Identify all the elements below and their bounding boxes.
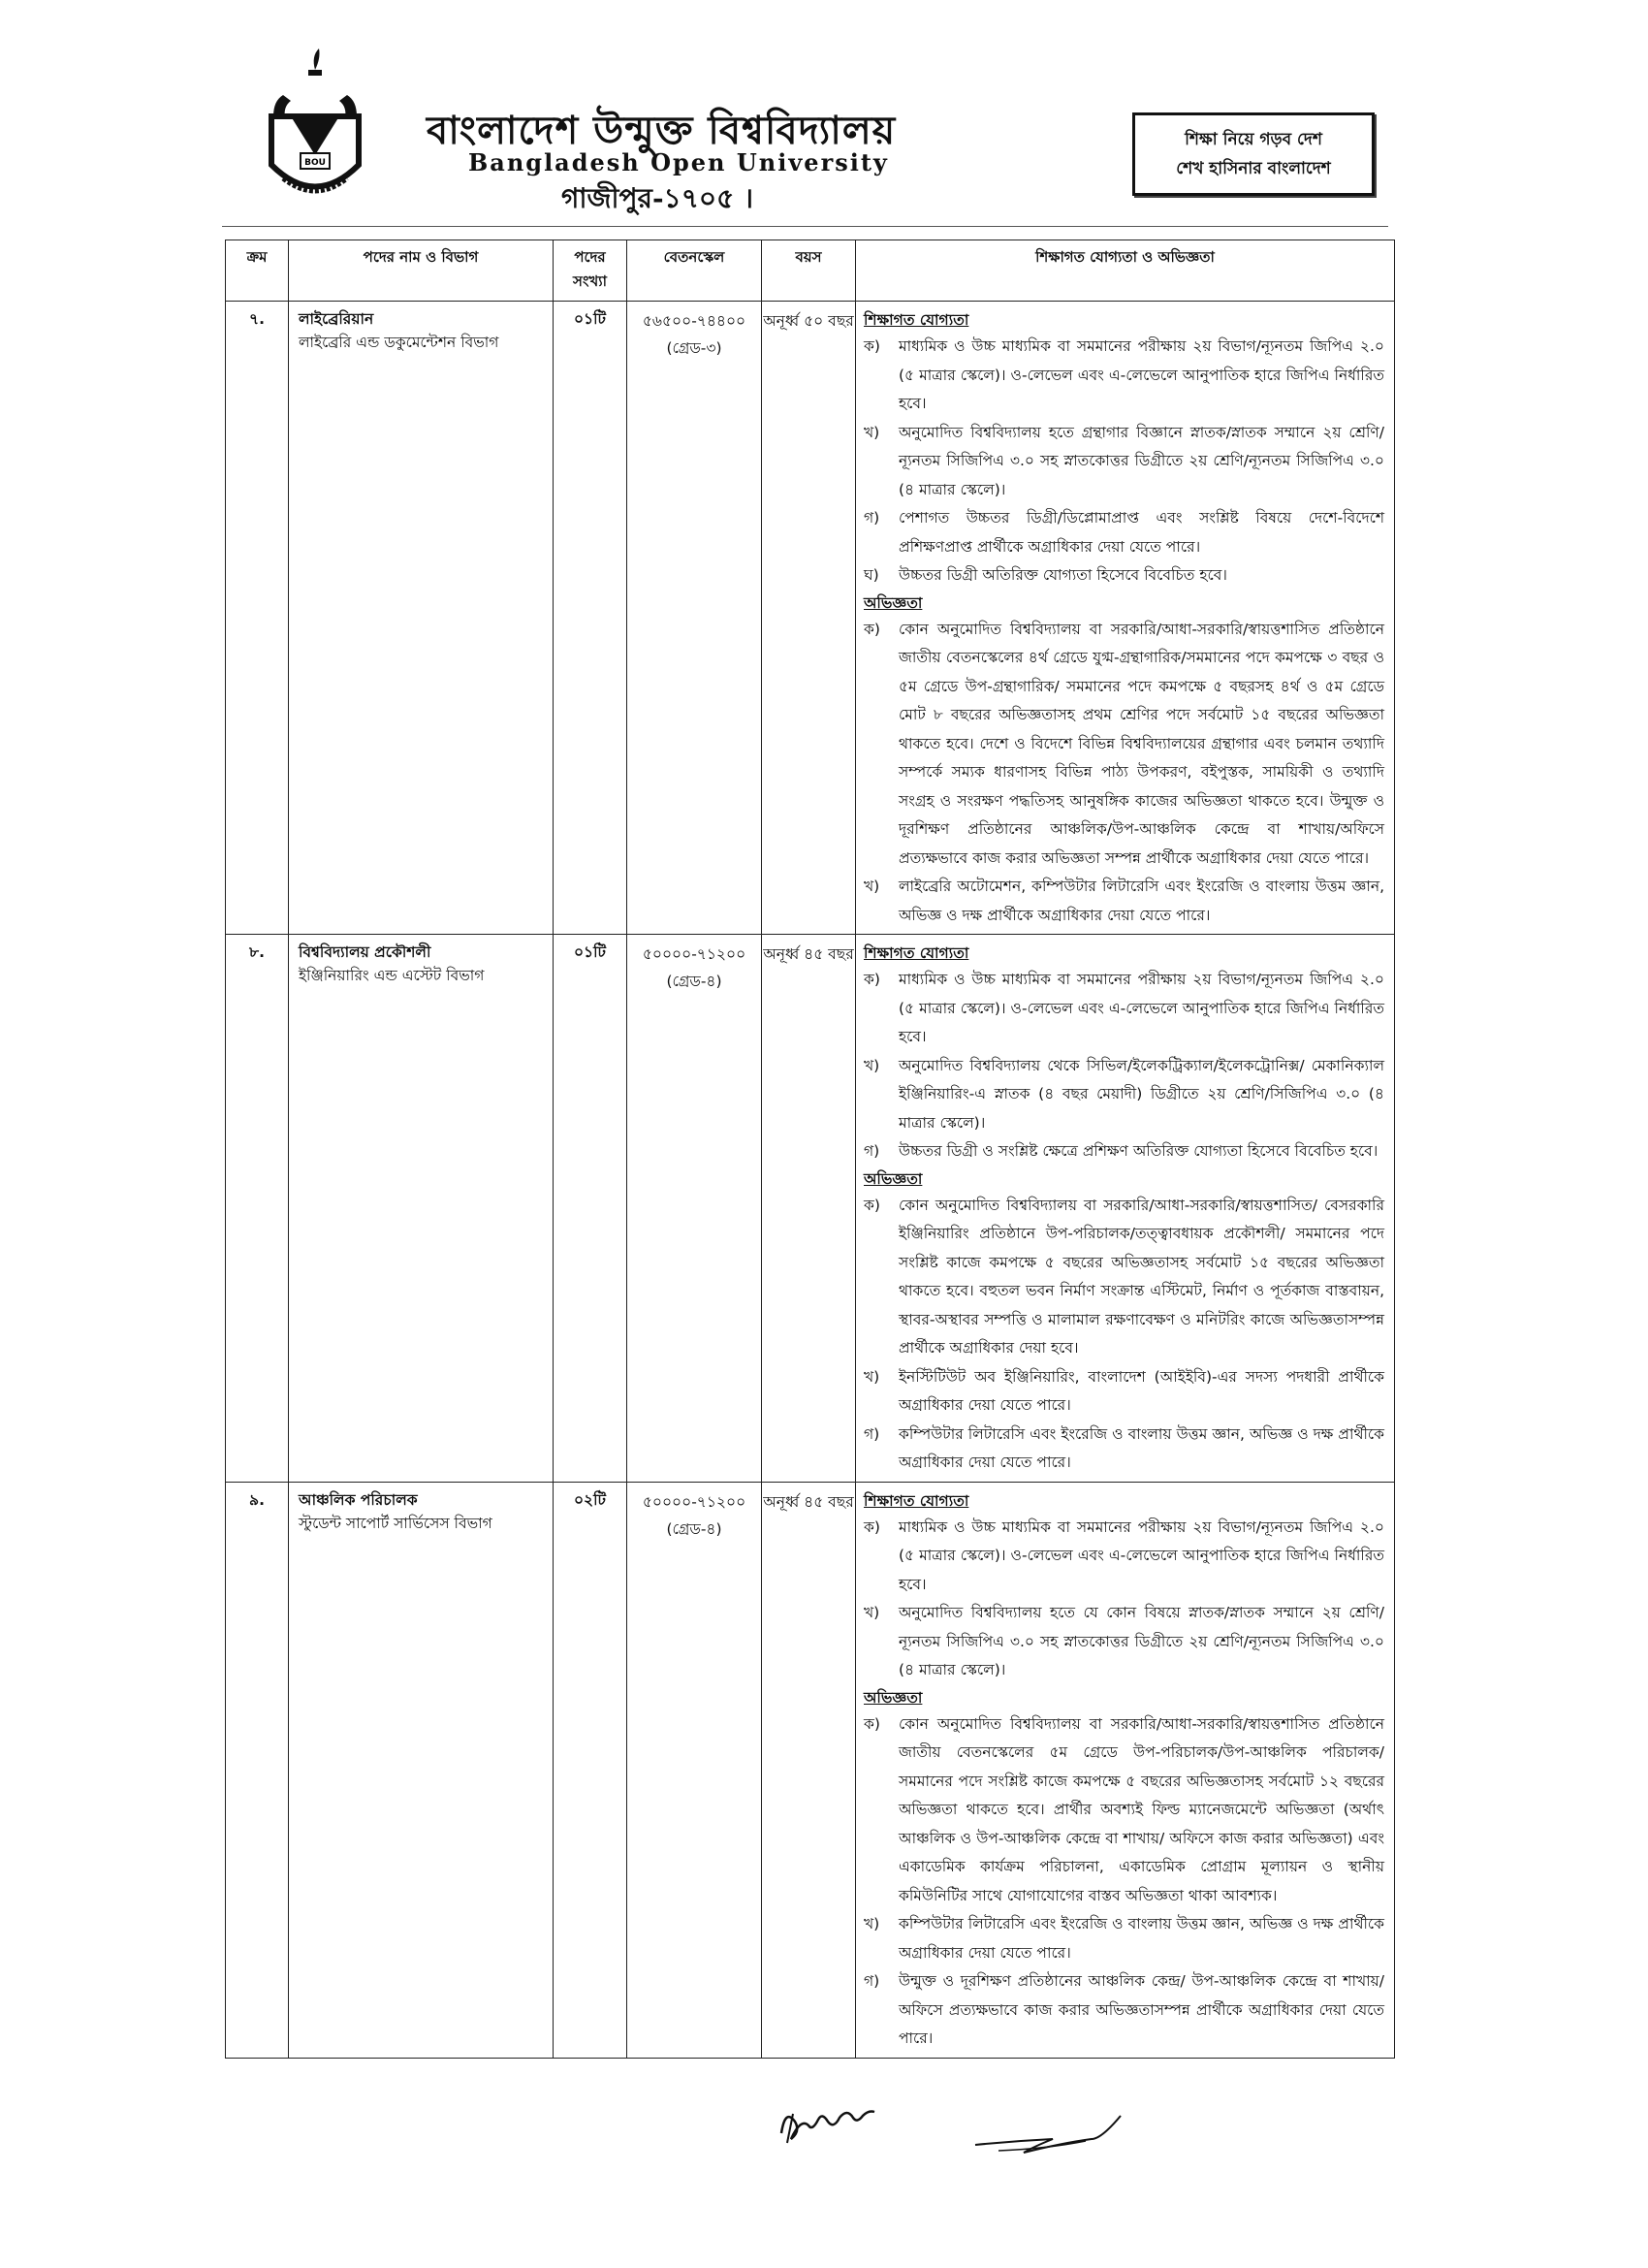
list-item (864, 504, 1384, 561)
post-cell (289, 1482, 554, 2058)
age-limit: অনূর্ধ্ব ৫০ বছর (762, 302, 856, 935)
item-text: পেশাগত উচ্চতর ডিগ্রী/ডিপ্লোমাপ্রাপ্ত এবং সংশ্লিষ্ট বিষয়ে দেশে-বিদেশে প্রশিক্ষণপ্রাপ্ত প্রার্থীকে অগ্রাধিকার দেয়া যেতে পারে। (899, 509, 1384, 556)
university-logo (262, 19, 368, 204)
list-item (864, 616, 1384, 874)
table-row (226, 935, 1395, 1483)
pay-cell (627, 935, 762, 1483)
signature-2 (969, 2104, 1163, 2162)
experience-heading: অভিজ্ঞতা (864, 593, 923, 612)
education-heading: শিক্ষাগত যোগ্যতা (864, 311, 969, 329)
item-text: মাধ্যমিক ও উচ্চ মাধ্যমিক বা সমমানের পরীক্ষায় ২য় বিভাগ/ন্যূনতম জিপিএ ২.০ (৫ মাত্রার স্কেলে)। ও-লেভেল এবং এ-লেভেলে আনুপাতিক হারে জিপিএ নির্ধারিত হবে। (899, 337, 1384, 412)
slogan-line: শিক্ষা নিয়ে গড়ব দেশ (1185, 130, 1322, 149)
list-item (864, 1192, 1384, 1363)
item-label: খ) (864, 878, 880, 895)
requirements-cell (856, 1482, 1395, 2058)
experience-heading: অভিজ্ঞতা (864, 1169, 923, 1188)
post-count: ০১টি (554, 302, 627, 935)
row-serial: ৮. (226, 935, 289, 1483)
university-address: গাজীপুর-১৭০৫ । (561, 182, 754, 214)
item-text: কোন অনুমোদিত বিশ্ববিদ্যালয় বা সরকারি/আধা-সরকারি/স্বায়ত্তশাসিত প্রতিষ্ঠানে জাতীয় বেতনস্কেলের ৪র্থ গ্রেডে যুগ্ম-গ্রন্থাগারিক/সমমানের পদে কমপক্ষে ৩ বছর ও ৫ম গ্রেডে উপ-গ্রন্থাগারিক/ সমমানের পদে কমপক্ষে ৫ বছরসহ ৪র্থ ও ৫ম গ্রেডে মোট ৮ বছরের অভিজ্ঞতাসহ প্রথম শ্রেণির পদে সর্বমোট ১৫ বছরের অভিজ্ঞতা থাকতে হবে। দেশে ও বিদেশে বিভিন্ন বিশ্ববিদ্যালয়ের গ্রন্থাগার এবং চলমান তথ্যাদি সম্পর্কে সম্যক ধারণাসহ বিভিন্ন পাঠ্য উপকরণ, বইপুস্তক, সাময়িকী ও তথ্যাদি সংগ্রহ ও সংরক্ষণ পদ্ধতিসহ আনুষঙ্গিক কাজের অভিজ্ঞতা থাকতে হবে। উন্মুক্ত ও দূরশিক্ষণ প্রতিষ্ঠানের আঞ্চলিক/উপ-আঞ্চলিক কেন্দ্রে বা শাখায়/অফিসে প্রত্যক্ষভাবে কাজ করার অভিজ্ঞতা সম্পন্ন প্রার্থীকে অগ্রাধিকার দেয়া যেতে পারে। (899, 620, 1384, 867)
item-label: খ) (864, 423, 880, 441)
post-title: আঞ্চলিক পরিচালক (299, 1490, 418, 1509)
col-header-serial: ক্রম (226, 240, 289, 302)
pay-cell (627, 1482, 762, 2058)
pay-grade: (গ্রেড-৩) (666, 339, 722, 357)
age-limit: অনূর্ধ্ব ৪৫ বছর (762, 935, 856, 1483)
col-header-post: পদের নাম ও বিভাগ (289, 240, 554, 302)
list-item (864, 333, 1384, 419)
list-item (864, 1599, 1384, 1685)
job-circular-table (225, 240, 1395, 2059)
header-divider (222, 226, 1388, 227)
university-name-bn: বাংলাদেশ উন্মুক্ত বিশ্ববিদ্যালয় (427, 108, 897, 153)
pay-cell (627, 302, 762, 935)
item-text: উচ্চতর ডিগ্রী অতিরিক্ত যোগ্যতা হিসেবে বিবেচিত হবে। (899, 566, 1227, 584)
requirements-cell (856, 935, 1395, 1483)
pay-grade: (গ্রেড-৪) (666, 1519, 722, 1538)
item-label: খ) (864, 1915, 880, 1933)
list-item (864, 419, 1384, 505)
item-text: উন্মুক্ত ও দূরশিক্ষণ প্রতিষ্ঠানের আঞ্চলিক কেন্দ্র/ উপ-আঞ্চলিক কেন্দ্রে বা শাখায়/অফিসে প্রত্যক্ষভাবে কাজ করার অভিজ্ঞতাসম্পন্ন প্রার্থীকে অগ্রাধিকার দেয়া যেতে পারে। (899, 1972, 1384, 2047)
item-label: ক) (864, 971, 880, 988)
item-text: কোন অনুমোদিত বিশ্ববিদ্যালয় বা সরকারি/আধা-সরকারি/স্বায়ত্তশাসিত/ বেসরকারি ইঞ্জিনিয়ারিং প্রতিষ্ঠানে উপ-পরিচালক/তত্ত্বাবধায়ক প্রকৌশলী/ সমমানের পদে সংশ্লিষ্ট কাজে কমপক্ষে ৫ বছরের অভিজ্ঞতাসহ সর্বমোট ১৫ বছরের অভিজ্ঞতা থাকতে হবে। বহুতল ভবন নির্মাণ সংক্রান্ত এস্টিমেট, নির্মাণ ও পূর্তকাজ বাস্তবায়ন, স্থাবর-অস্থাবর সম্পত্তি ও মালামাল রক্ষণাবেক্ষণ ও মনিটরিং কাজে অভিজ্ঞতাসম্পন্ন প্রার্থীকে অগ্রাধিকার দেয়া হবে। (899, 1196, 1384, 1357)
item-label: ক) (864, 337, 880, 355)
item-label: খ) (864, 1367, 880, 1386)
signature-1 (774, 2094, 919, 2153)
table-row (226, 1482, 1395, 2058)
list-item (864, 1421, 1384, 1478)
post-count: ০১টি (554, 935, 627, 1483)
education-heading: শিক্ষাগত যোগ্যতা (864, 944, 969, 962)
experience-heading: অভিজ্ঞতা (864, 1688, 923, 1707)
item-label: খ) (864, 1056, 880, 1074)
item-text: ইনস্টিটিউট অব ইঞ্জিনিয়ারিং, বাংলাদেশ (আইইবি)-এর সদস্য পদধারী প্রার্থীকে অগ্রাধিকার দেয়া যেতে পারে। (899, 1367, 1384, 1414)
education-heading: শিক্ষাগত যোগ্যতা (864, 1491, 969, 1510)
pay-scale: ৫০০০০-৭১২০০ (642, 1492, 746, 1511)
col-header-age: বয়স (762, 240, 856, 302)
list-item (864, 561, 1384, 591)
item-text: অনুমোদিত বিশ্ববিদ্যালয় থেকে সিভিল/ইলেকট্রিক্যাল/ইলেকট্রোনিক্স/ মেকানিক্যাল ইঞ্জিনিয়ারিং-এ স্নাতক (৪ বছর মেয়াদী) ডিগ্রীতে ২য় শ্রেণি/সিজিপিএ ৩.০ (৪ মাত্রার স্কেলে)। (899, 1056, 1384, 1132)
item-text: কোন অনুমোদিত বিশ্ববিদ্যালয় বা সরকারি/আধা-সরকারি/স্বায়ত্তশাসিত প্রতিষ্ঠানে জাতীয় বেতনস্কেলের ৫ম গ্রেডে উপ-পরিচালক/উপ-আঞ্চলিক পরিচালক/ সমমানের পদে সংশ্লিষ্ট কাজে কমপক্ষে ৫ বছরের অভিজ্ঞতাসহ সর্বমোট ১২ বছরের অভিজ্ঞতা থাকতে হবে। প্রার্থীর অবশ্যই ফিল্ড ম্যানেজমেন্টে অভিজ্ঞতা (অর্থাৎ আঞ্চলিক ও উপ-আঞ্চলিক কেন্দ্রে বা শাখায়/ অফিসে কাজ করার অভিজ্ঞতা) এবং একাডেমিক কার্যক্রম পরিচালনা, একাডেমিক প্রোগ্রাম মূল্যায়ন ও স্থানীয় কমিউনিটির সাথে যোগাযোগের বাস্তব অভিজ্ঞতা থাকা আবশ্যক। (899, 1714, 1384, 1904)
list-item (864, 1710, 1384, 1911)
university-name-en: Bangladesh Open University (468, 148, 889, 176)
item-label: গ) (864, 509, 880, 527)
list-item (864, 1967, 1384, 2054)
col-header-pay: বেতনস্কেল (627, 240, 762, 302)
post-count: ০২টি (554, 1482, 627, 2058)
item-label: ক) (864, 1714, 880, 1733)
list-item (864, 1363, 1384, 1421)
col-header-count: পদের সংখ্যা (554, 240, 627, 302)
post-dept: লাইব্রেরি এন্ড ডকুমেন্টেশন বিভাগ (299, 334, 499, 351)
col-header-requirements: শিক্ষাগত যোগ্যতা ও অভিজ্ঞতা (856, 240, 1395, 302)
age-limit: অনূর্ধ্ব ৪৫ বছর (762, 1482, 856, 2058)
item-text: মাধ্যমিক ও উচ্চ মাধ্যমিক বা সমমানের পরীক্ষায় ২য় বিভাগ/ন্যূনতম জিপিএ ২.০ (৫ মাত্রার স্কেলে)। ও-লেভেল এবং এ-লেভেলে আনুপাতিক হারে জিপিএ নির্ধারিত হবে। (899, 971, 1384, 1045)
list-item (864, 1137, 1384, 1166)
table-row (226, 302, 1395, 935)
pay-scale: ৫৬৫০০-৭৪৪০০ (642, 312, 746, 330)
list-item (864, 1514, 1384, 1600)
list-item (864, 1052, 1384, 1138)
list-item (864, 966, 1384, 1052)
post-dept: স্টুডেন্ট সাপোর্ট সার্ভিসেস বিভাগ (299, 1514, 492, 1532)
slogan-box (1132, 112, 1375, 196)
item-label: গ) (864, 1424, 880, 1443)
item-text: অনুমোদিত বিশ্ববিদ্যালয় হতে যে কোন বিষয়ে স্নাতক/স্নাতক সম্মানে ২য় শ্রেণি/ন্যূনতম সিজিপিএ ৩.০ সহ স্নাতকোত্তর ডিগ্রীতে ২য় শ্রেণি/ন্যূনতম সিজিপিএ ৩.০ (৪ মাত্রার স্কেলে)। (899, 1604, 1384, 1678)
svg-text:BOU: BOU (304, 158, 326, 168)
item-label: ক) (864, 1517, 880, 1536)
post-cell (289, 935, 554, 1483)
pay-grade: (গ্রেড-৪) (666, 973, 722, 990)
item-text: কম্পিউটার লিটারেসি এবং ইংরেজি ও বাংলায় উত্তম জ্ঞান, অভিজ্ঞ ও দক্ষ প্রার্থীকে অগ্রাধিকার দেয়া যেতে পারে। (899, 1915, 1384, 1962)
item-text: অনুমোদিত বিশ্ববিদ্যালয় হতে গ্রন্থাগার বিজ্ঞানে স্নাতক/স্নাতক সম্মানে ২য় শ্রেণি/ন্যূনতম সিজিপিএ ৩.০ সহ স্নাতকোত্তর ডিগ্রীতে ২য় শ্রেণি/ন্যূনতম সিজিপিএ ৩.০ (৪ মাত্রার স্কেলে)। (899, 423, 1384, 498)
post-cell (289, 302, 554, 935)
item-label: ঘ) (864, 566, 879, 584)
row-serial: ৯. (226, 1482, 289, 2058)
item-label: ক) (864, 620, 880, 638)
item-text: মাধ্যমিক ও উচ্চ মাধ্যমিক বা সমমানের পরীক্ষায় ২য় বিভাগ/ন্যূনতম জিপিএ ২.০ (৫ মাত্রার স্কেলে)। ও-লেভেল এবং এ-লেভেলে আনুপাতিক হারে জিপিএ নির্ধারিত হবে। (899, 1517, 1384, 1593)
post-title: বিশ্ববিদ্যালয় প্রকৌশলী (299, 943, 431, 961)
item-text: কম্পিউটার লিটারেসি এবং ইংরেজি ও বাংলায় উত্তম জ্ঞান, অভিজ্ঞ ও দক্ষ প্রার্থীকে অগ্রাধিকার দেয়া যেতে পারে। (899, 1424, 1384, 1471)
item-label: ক) (864, 1196, 880, 1214)
item-text: লাইব্রেরি অটোমেশন, কম্পিউটার লিটারেসি এবং ইংরেজি ও বাংলায় উত্তম জ্ঞান, অভিজ্ঞ ও দক্ষ প্রার্থীকে অগ্রাধিকার দেয়া যেতে পারে। (899, 878, 1384, 924)
list-item (864, 873, 1384, 930)
slogan-line: শেখ হাসিনার বাংলাদেশ (1176, 159, 1331, 178)
item-text: উচ্চতর ডিগ্রী ও সংশ্লিষ্ট ক্ষেত্রে প্রশিক্ষণ অতিরিক্ত যোগ্যতা হিসেবে বিবেচিত হবে। (899, 1142, 1379, 1160)
item-label: গ) (864, 1142, 880, 1160)
list-item (864, 1910, 1384, 1967)
post-title: লাইব্রেরিয়ান (299, 310, 374, 328)
post-dept: ইঞ্জিনিয়ারিং এন্ড এস্টেট বিভাগ (299, 967, 485, 984)
table-header-row (226, 240, 1395, 302)
row-serial: ৭. (226, 302, 289, 935)
pay-scale: ৫০০০০-৭১২০০ (642, 945, 746, 963)
item-label: গ) (864, 1972, 880, 1990)
requirements-cell (856, 302, 1395, 935)
item-label: খ) (864, 1604, 880, 1621)
